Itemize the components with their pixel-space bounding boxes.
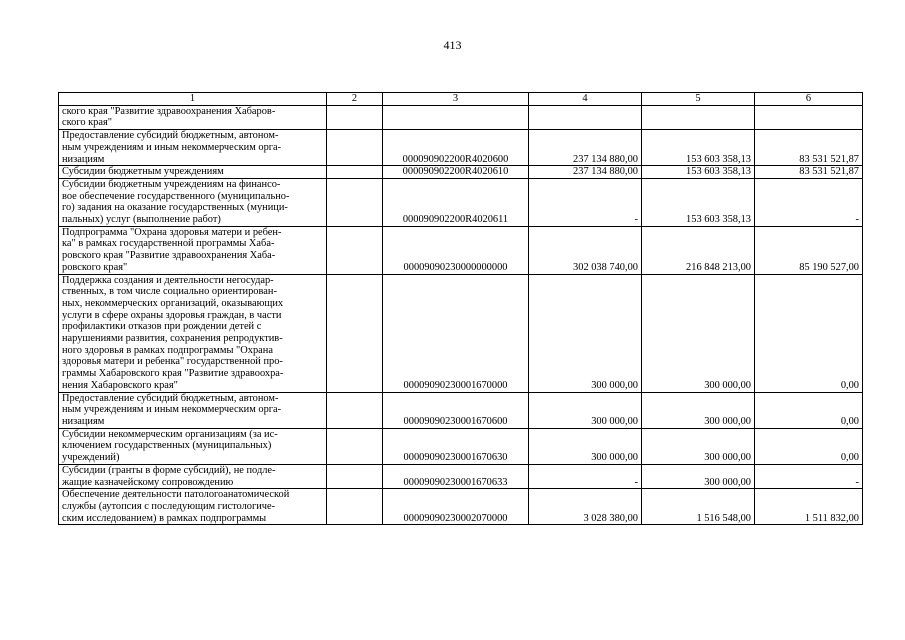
amount-cell-5: 153 603 358,13 — [642, 166, 755, 179]
description-cell — [59, 226, 327, 274]
description-cell — [59, 428, 327, 464]
description-line: жащие казначейскому сопровождению — [62, 476, 234, 488]
description-line: Субсидии (гранты в форме субсидий), не подле- — [62, 464, 276, 476]
description-line: пальных) услуг (выполнение работ) — [62, 214, 221, 226]
description-line: ровского края" — [62, 261, 128, 273]
description-line: ка" в рамках государственной программы Хаба- — [62, 238, 275, 250]
description-line: здоровья матери и ребенка" государственной про- — [62, 356, 283, 368]
description-line: низациям — [62, 153, 105, 165]
description-line: ственных, в том числе социально ориентирован- — [62, 286, 277, 298]
description-line: Поддержка создания и деятельности негосудар- — [62, 274, 274, 286]
column-2-cell — [327, 489, 383, 525]
description-line: граммы Хабаровского края "Развитие здравоохра- — [62, 368, 284, 380]
table-body — [59, 93, 863, 525]
amount-cell-6: 85 190 527,00 — [755, 226, 863, 274]
description-line: ского края" — [62, 117, 112, 129]
description-cell — [59, 464, 327, 488]
table-row — [59, 489, 863, 525]
description-line: Предоставление субсидий бюджетным, автоном- — [62, 130, 279, 142]
header-cell-6: 6 — [755, 93, 863, 106]
header-row — [59, 93, 863, 106]
header-cell-4: 4 — [529, 93, 642, 106]
description-cell — [59, 392, 327, 428]
amount-cell-4 — [529, 105, 642, 129]
description-line: нарушениями развития, сохранения репродуктив- — [62, 333, 283, 345]
amount-cell-4: 300 000,00 — [529, 392, 642, 428]
code-cell: 000090902200R4020600 — [383, 130, 529, 166]
amount-cell-6: 1 511 832,00 — [755, 489, 863, 525]
code-cell: 00009090230001670633 — [383, 464, 529, 488]
column-2-cell — [327, 130, 383, 166]
amount-cell-4: 237 134 880,00 — [529, 130, 642, 166]
description-line: ского края "Развитие здравоохранения Хабаров- — [62, 105, 276, 117]
amount-cell-6: 0,00 — [755, 392, 863, 428]
description-line: ским исследованием) в рамках подпрограммы — [62, 512, 267, 524]
description-line: Предоставление субсидий бюджетным, автоном- — [62, 392, 279, 404]
column-2-cell — [327, 178, 383, 226]
amount-cell-6: 0,00 — [755, 274, 863, 392]
amount-cell-5: 300 000,00 — [642, 274, 755, 392]
column-2-cell — [327, 464, 383, 488]
table-row — [59, 166, 863, 179]
amount-cell-6: - — [755, 178, 863, 226]
description-line: ного здоровья в рамках подпрограммы "Охрана — [62, 344, 273, 356]
code-cell: 00009090230001670600 — [383, 392, 529, 428]
column-2-cell — [327, 428, 383, 464]
description-line: вое обеспечение государственного (муниципально- — [62, 190, 290, 202]
table-row — [59, 178, 863, 226]
header-cell-3: 3 — [383, 93, 529, 106]
description-line: ных, некоммерческих организаций, оказывающих — [62, 297, 284, 309]
description-cell — [59, 105, 327, 129]
amount-cell-4: 300 000,00 — [529, 428, 642, 464]
description-line: учреждений) — [62, 452, 120, 464]
code-cell: 000090902200R4020610 — [383, 166, 529, 179]
table-row — [59, 428, 863, 464]
description-line: ключением государственных (муниципальных) — [62, 440, 272, 452]
column-2-cell — [327, 392, 383, 428]
table-row — [59, 226, 863, 274]
column-2-cell — [327, 226, 383, 274]
code-cell — [383, 105, 529, 129]
table-row — [59, 274, 863, 392]
description-line: профилактики отказов при рождении детей с — [62, 321, 262, 333]
description-line: ным учреждениям и иным некоммерческим орга- — [62, 404, 282, 416]
description-cell — [59, 166, 327, 179]
header-cell-2: 2 — [327, 93, 383, 106]
amount-cell-5: 300 000,00 — [642, 428, 755, 464]
amount-cell-5 — [642, 105, 755, 129]
description-line: нения Хабаровского края" — [62, 379, 178, 391]
description-cell — [59, 130, 327, 166]
amount-cell-6: 83 531 521,87 — [755, 130, 863, 166]
amount-cell-4: 3 028 380,00 — [529, 489, 642, 525]
code-cell: 00009090230000000000 — [383, 226, 529, 274]
table-row — [59, 130, 863, 166]
description-line: ровского края "Развитие здравоохранения Хаба- — [62, 250, 276, 262]
header-cell-1: 1 — [59, 93, 327, 106]
code-cell: 00009090230002070000 — [383, 489, 529, 525]
table-row — [59, 464, 863, 488]
amount-cell-6: - — [755, 464, 863, 488]
amount-cell-5: 153 603 358,13 — [642, 178, 755, 226]
column-2-cell — [327, 274, 383, 392]
page-number: 413 — [443, 38, 462, 52]
description-cell — [59, 489, 327, 525]
code-cell: 00009090230001670630 — [383, 428, 529, 464]
amount-cell-5: 300 000,00 — [642, 464, 755, 488]
column-2-cell — [327, 105, 383, 129]
description-line: службы (аутопсия с последующим гистологиче- — [62, 500, 276, 512]
amount-cell-5: 1 516 548,00 — [642, 489, 755, 525]
table-row — [59, 392, 863, 428]
code-cell: 000090902200R4020611 — [383, 178, 529, 226]
code-cell: 00009090230001670000 — [383, 274, 529, 392]
description-cell — [59, 274, 327, 392]
description-line: Субсидии бюджетным учреждениям — [62, 166, 224, 178]
description-line: го) задания на оказание государственных (муници- — [62, 202, 288, 214]
amount-cell-4: 300 000,00 — [529, 274, 642, 392]
amount-cell-5: 300 000,00 — [642, 392, 755, 428]
description-line: Подпрограмма "Охрана здоровья матери и ребен- — [62, 226, 282, 238]
amount-cell-5: 216 848 213,00 — [642, 226, 755, 274]
amount-cell-4: - — [529, 178, 642, 226]
description-line: Субсидии некоммерческим организациям (за ис- — [62, 428, 278, 440]
header-cell-5: 5 — [642, 93, 755, 106]
column-2-cell — [327, 166, 383, 179]
budget-table — [58, 92, 863, 525]
description-line: услуги в сфере охраны здоровья граждан, в части — [62, 309, 282, 321]
amount-cell-6: 83 531 521,87 — [755, 166, 863, 179]
table-row — [59, 105, 863, 129]
amount-cell-4: 302 038 740,00 — [529, 226, 642, 274]
amount-cell-4: - — [529, 464, 642, 488]
amount-cell-6 — [755, 105, 863, 129]
amount-cell-4: 237 134 880,00 — [529, 166, 642, 179]
description-line: ным учреждениям и иным некоммерческим орга- — [62, 141, 282, 153]
description-line: Субсидии бюджетным учреждениям на финансо- — [62, 178, 281, 190]
amount-cell-5: 153 603 358,13 — [642, 130, 755, 166]
description-line: низациям — [62, 415, 105, 427]
description-line: Обеспечение деятельности патологоанатомической — [62, 489, 290, 501]
amount-cell-6: 0,00 — [755, 428, 863, 464]
description-cell — [59, 178, 327, 226]
